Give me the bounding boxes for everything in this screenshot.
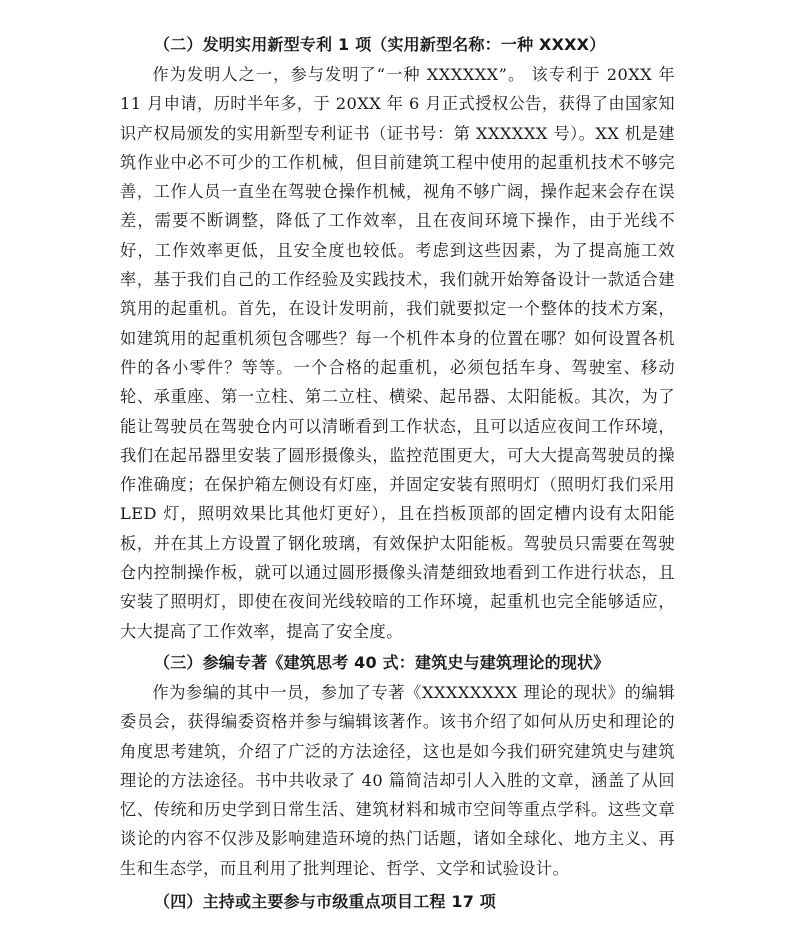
section-heading-monograph: （三）参编专著《建筑思考 40 式：建筑史与建筑理论的现状》 [154, 652, 610, 672]
section-heading-projects: （四）主持或主要参与市级重点项目工程 17 项 [154, 892, 497, 912]
section-paragraph-monograph: 作为参编的其中一员，参加了专著《XXXXXXXX 理论的现状》的编辑委员会，获得编委资格并参与编辑该著作。该书介绍了如何从历史和理论的角度思考建筑，介绍了广泛的方法途径，这也是如今我们研究建筑史与建筑理论的方法途径。书中共收录了 40 篇简洁却引人入胜的文章，涵盖了从回忆、传统和历史学到日常生活、建筑材料和城市空间等重点学科。这些文章谈论的内容不仅涉及影响建造环境的热门话题，诸如全球化、地方主义、再生和生态学，而且利用了批判理论、哲学、文学和试验设计。 [120, 682, 675, 878]
section-paragraph-patent: 作为发明人之一，参与发明了“一种 XXXXXX”。 该专利于 20XX 年 11 月申请，历时半年多，于 20XX 年 6 月正式授权公告，获得了由国家知识产权局颁发的实用新型专利证书（证书号：第 XXXXXX 号）。XX 机是建筑作业中必不可少的工作机械，但目前建筑工程中使用的起重机技术不够完善，工作人员一直坐在驾驶仓操作机械，视角不够广阔，操作起来会存在误差，需要不断调整，降低了工作效率，且在夜间环境下操作，由于光线不好，工作效率更低，且安全度也较低。考虑到这些因素，为了提高施工效率，基于我们自己的工作经验及实践技术，我们就开始筹备设计一款适合建筑用的起重机。首先，在设计发明前，我们就要拟定一个整体的技术方案，如建筑用的起重机须包含哪些？每一个机件本身的位置在哪？如何设置各机件的各小零件？等等。一个合格的起重机，必须包括车身、驾驶室、移动轮、承重座、第一立柱、第二立柱、横梁、起吊器、太阳能板。其次，为了能让驾驶员在驾驶仓内可以清晰看到工作状态，且可以适应夜间工作环境，我们在起吊器里安装了圆形摄像头，监控范围更大，可大大提高驾驶员的操作准确度；在保护箱左侧设有灯座，并固定安装有照明灯（照明灯我们采用 LED 灯，照明效果比其他灯更好），且在挡板顶部的固定槽内设有太阳能板，并在其上方设置了钢化玻璃，有效保护太阳能板。驾驶员只需要在驾驶仓内控制操作板，就可以通过圆形摄像头清楚细致地看到工作进行状态，且安装了照明灯，即使在夜间光线较暗的工作环境，起重机也完全能够适应，大大提高了工作效率，提高了安全度。 [120, 65, 675, 641]
section-heading-patent: （二）发明实用新型专利 1 项（实用新型名称：一种 XXXX） [154, 35, 606, 54]
